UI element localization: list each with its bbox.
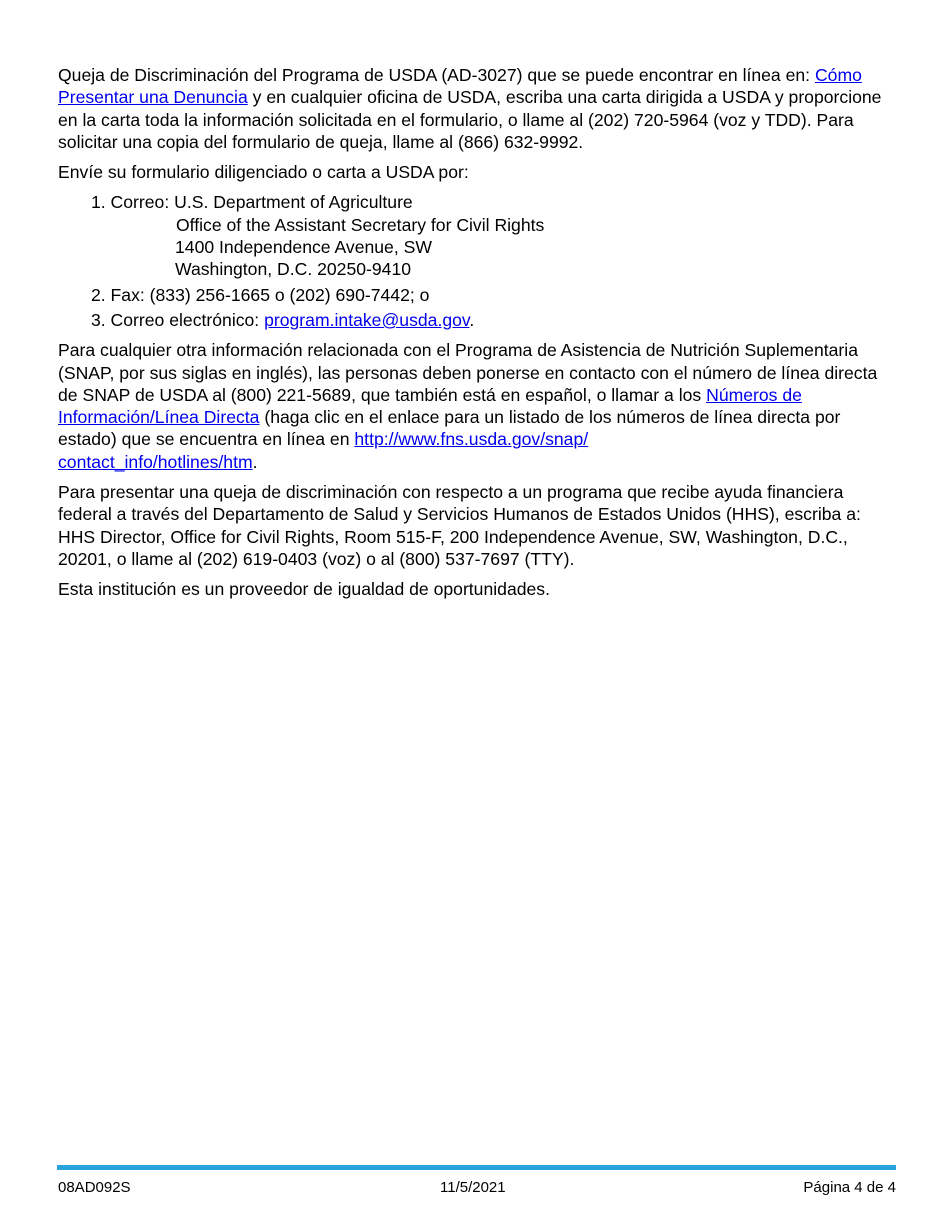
mail-label: 1. Correo: U.S. Department of Agriculture [91, 192, 413, 213]
hotlines-url-link[interactable]: http://www.fns.usda.gov/snap/ contact_info/hotlines/htm [58, 429, 589, 472]
complaint-paragraph: Queja de Discriminación del Programa de USDA (AD-3027) que se puede encontrar en línea en: Cómo Presentar una Denuncia y en cualquier oficina de USDA, escriba una carta dirigida a USDA y proporcione en la carta toda la información solicitada en el formulario, o llame al (202) 720-5964 (voz y TDD). Para solicitar una copia del formulario de queja, llame al (866) 632-9992. [58, 65, 882, 152]
complaint-link[interactable]: Cómo Presentar una Denuncia [58, 65, 862, 108]
submission-methods-list [58, 191, 896, 331]
mail-address-line: Office of the Assistant Secretary for Civil Rights [176, 214, 545, 235]
equal-opportunity-statement: Esta institución es un proveedor de igualdad de oportunidades. [58, 579, 550, 600]
hotline-numbers-link[interactable]: Números de Información/Línea Directa [58, 384, 802, 428]
document-code: 08AD092S [58, 1179, 131, 1196]
submit-intro: Envíe su formulario diligenciado o carta a USDA por: [58, 162, 469, 183]
email-link[interactable]: program.intake@usda.gov [264, 309, 470, 330]
page-number: Página 4 de 4 [803, 1179, 896, 1196]
mail-address-line: Washington, D.C. 20250-9410 [175, 259, 412, 280]
hhs-paragraph: Para presentar una queja de discriminación con respecto a un programa que recibe ayuda financiera federal a través del Departamento de Salud y Servicios Humanos de Estados Unidos (HHS), escriba a: HHS Director, Office for Civil Rights, Room 515-F, 200 Independence Avenue, SW, Washington, D.C., 20201, o llame al (202) 619-0403 (voz) o al (800) 537-7697 (TTY). [58, 482, 861, 569]
mail-item [91, 191, 896, 280]
document-body [58, 64, 896, 609]
mail-address-line: 1400 Independence Avenue, SW [175, 237, 432, 258]
email-item: 3. Correo electrónico: program.intake@usda.gov. [91, 309, 475, 330]
snap-paragraph: Para cualquier otra información relacionada con el Programa de Asistencia de Nutrición Suplementaria (SNAP, por sus siglas en inglés), las personas deben ponerse en contacto con el número de línea directa de SNAP de USDA al (800) 221-5689, que también está en español, o llamar a los Números de Información/Línea Directa (haga clic en el enlace para un listado de los números de línea directa por estado) que se encuentra en línea en http://www.fns.usda.gov/snap/ contact_info/hotlines/htm. [58, 340, 878, 472]
fax-item: 2. Fax: (833) 256-1665 o (202) 690-7442; o [91, 284, 430, 305]
footer-divider [57, 1165, 896, 1170]
document-date: 11/5/2021 [440, 1179, 506, 1196]
